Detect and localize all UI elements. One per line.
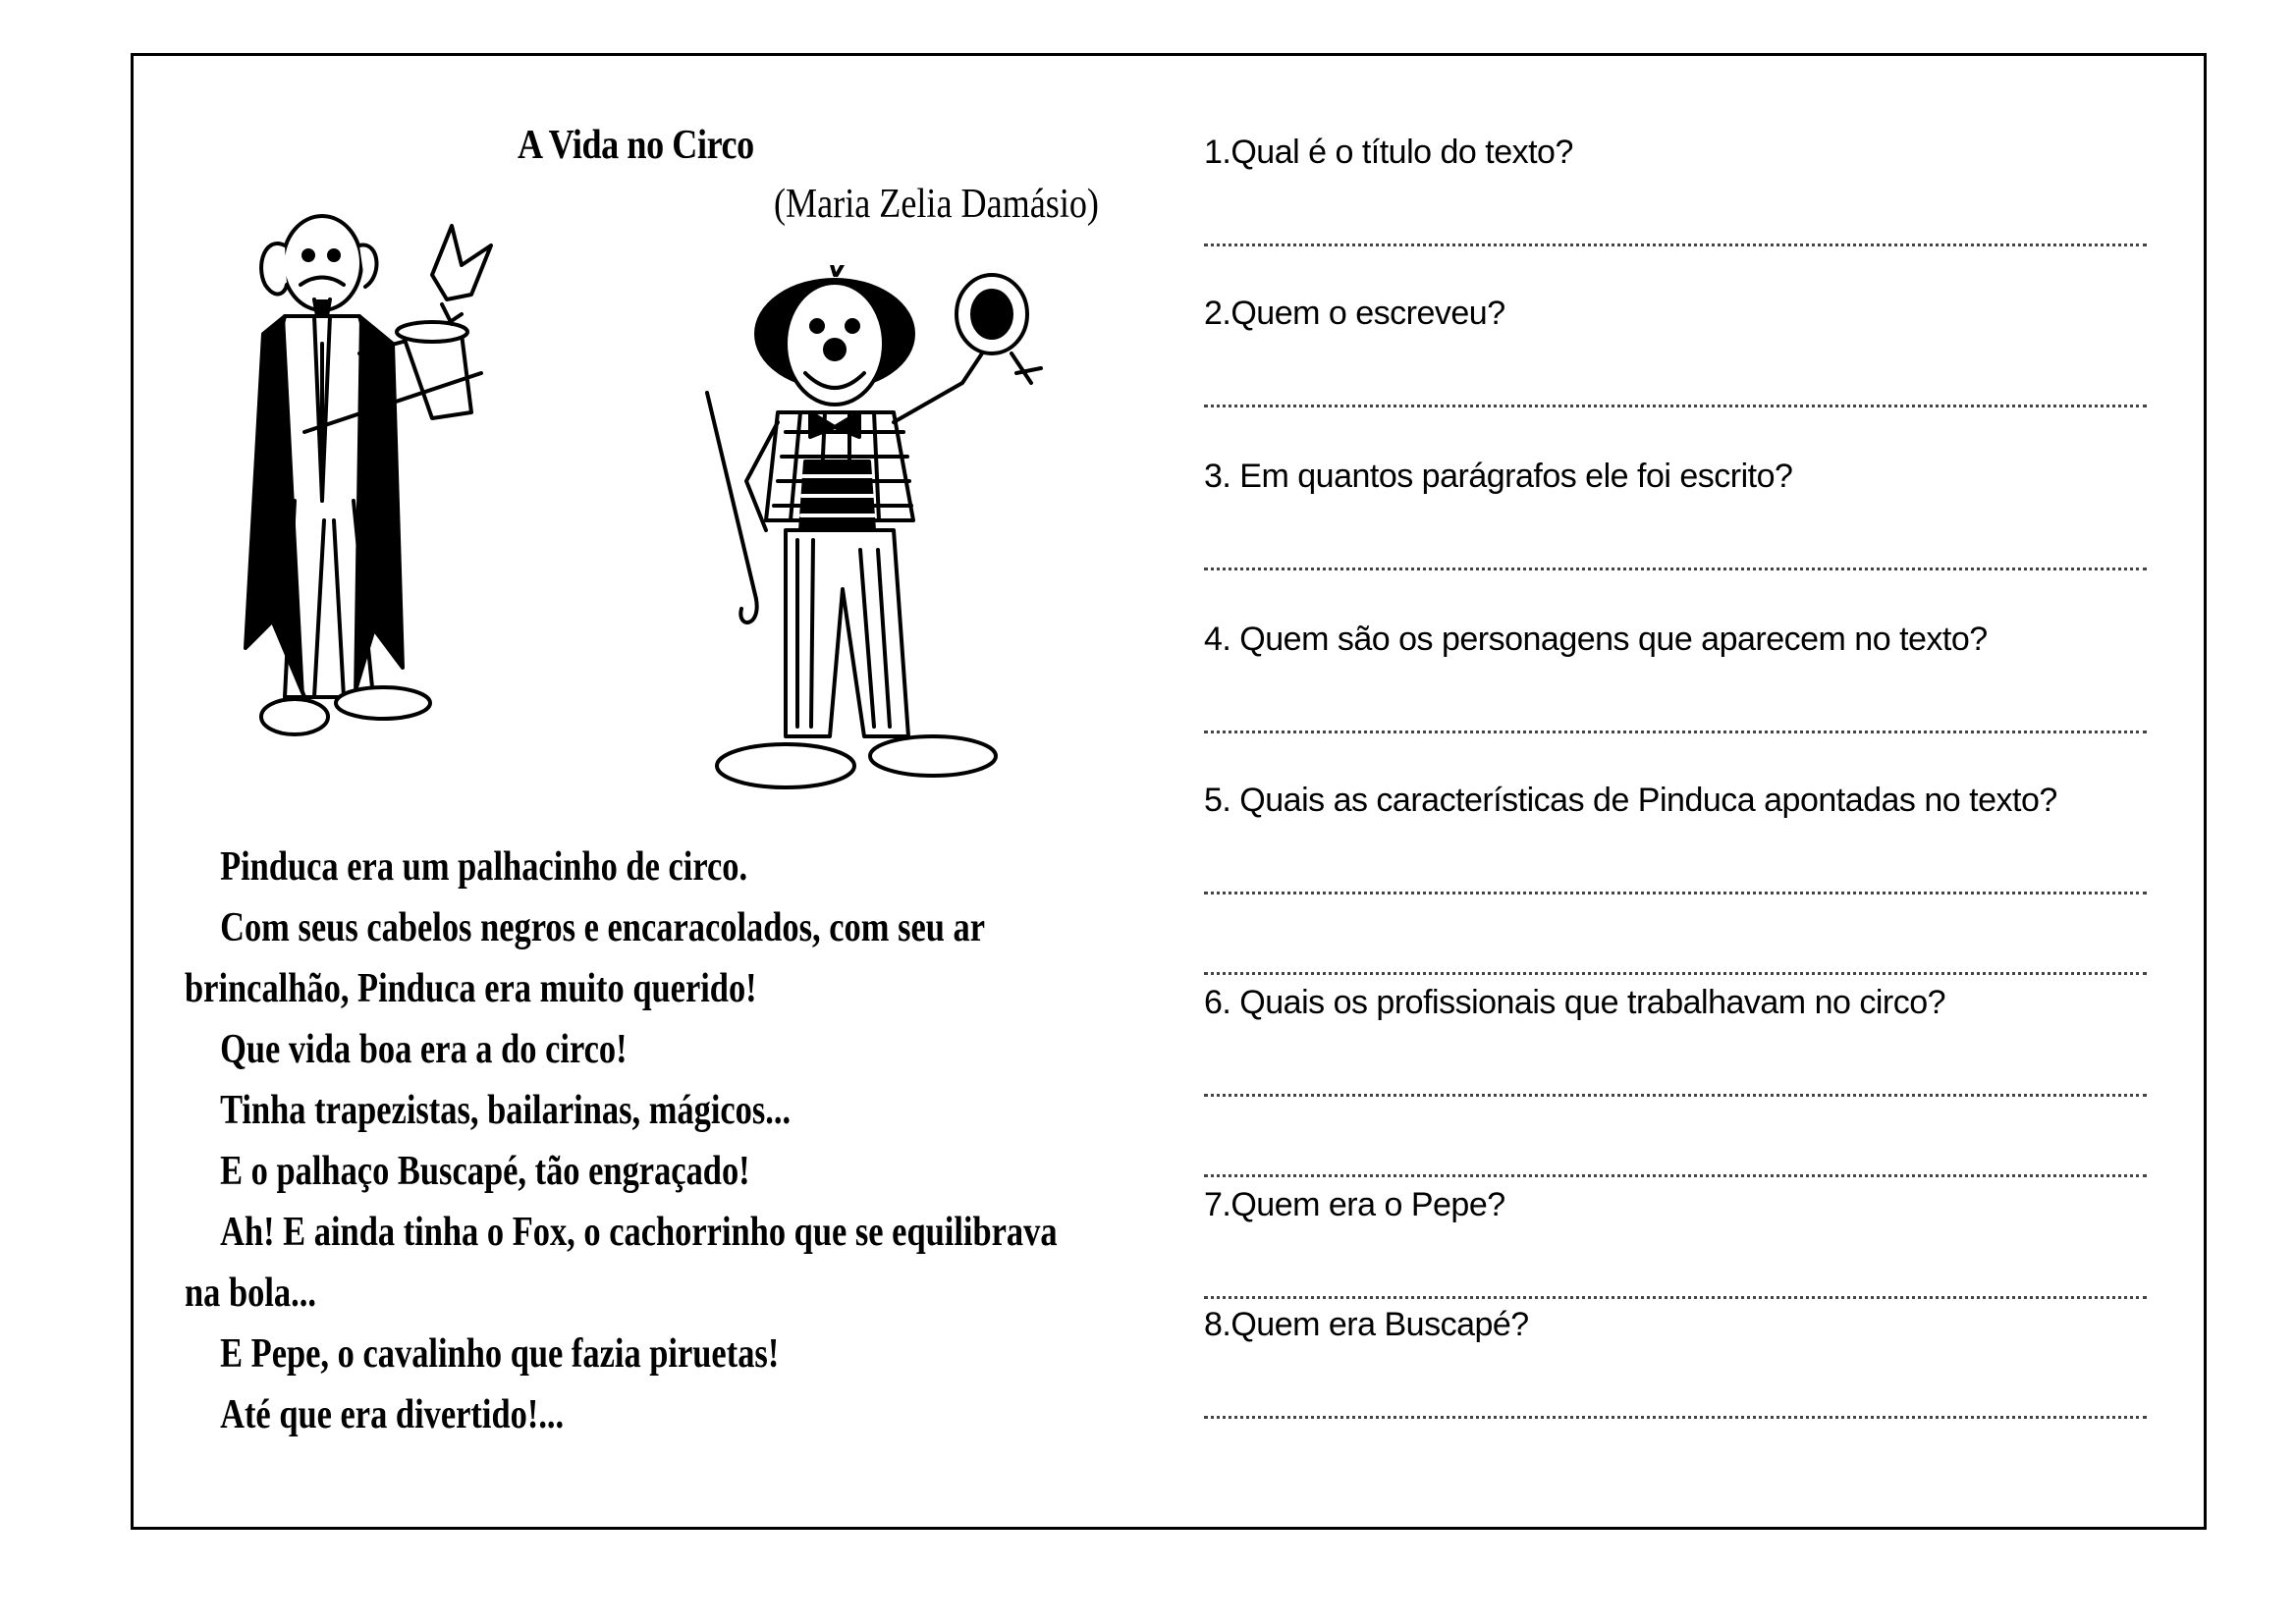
story-line: Até que era divertido!...: [220, 1392, 565, 1437]
question-1: 1.Qual é o título do texto?: [1204, 134, 1573, 171]
story-line: Que vida boa era a do circo!: [220, 1027, 628, 1072]
question-8: 8.Quem era Buscapé?: [1204, 1306, 1529, 1343]
story-line: Ah! E ainda tinha o Fox, o cachorrinho que se equilibrava: [220, 1210, 1058, 1255]
text-title: A Vida no Circo: [518, 123, 754, 168]
story-line: na bola...: [185, 1271, 316, 1316]
question-4: 4. Quem são os personagens que aparecem no texto?: [1204, 621, 1988, 658]
answer-line-3[interactable]: [1204, 568, 2147, 570]
story-line: brincalhão, Pinduca era muito querido!: [185, 966, 757, 1011]
story-line: E o palhaço Buscapé, tão engraçado!: [220, 1149, 750, 1194]
story-line: Tinha trapezistas, bailarinas, mágicos...: [220, 1088, 792, 1133]
answer-line-7[interactable]: [1204, 1296, 2147, 1299]
answer-line-4[interactable]: [1204, 731, 2147, 733]
story-line: E Pepe, o cavalinho que fazia piruetas!: [220, 1331, 780, 1377]
clown-illustration: [687, 265, 1090, 825]
story-line: Com seus cabelos negros e encaracolados, com seu ar: [220, 905, 986, 950]
magician-illustration: [236, 206, 560, 805]
answer-line-5b[interactable]: [1204, 972, 2147, 975]
story-line: Pinduca era um palhacinho de circo.: [220, 844, 748, 890]
answer-line-8[interactable]: [1204, 1416, 2147, 1419]
answer-line-5a[interactable]: [1204, 892, 2147, 894]
question-7: 7.Quem era o Pepe?: [1204, 1186, 1505, 1223]
text-author: (Maria Zelia Damásio): [774, 182, 1099, 227]
answer-line-6b[interactable]: [1204, 1174, 2147, 1177]
question-5: 5. Quais as características de Pinduca apontadas no texto?: [1204, 782, 2057, 819]
answer-line-6a[interactable]: [1204, 1094, 2147, 1097]
story-text: [185, 837, 1147, 1445]
answer-line-2[interactable]: [1204, 405, 2147, 407]
answer-line-1[interactable]: [1204, 244, 2147, 246]
question-3: 3. Em quantos parágrafos ele foi escrito?: [1204, 458, 1793, 495]
question-2: 2.Quem o escreveu?: [1204, 295, 1505, 332]
question-6: 6. Quais os profissionais que trabalhavam no circo?: [1204, 984, 1946, 1021]
